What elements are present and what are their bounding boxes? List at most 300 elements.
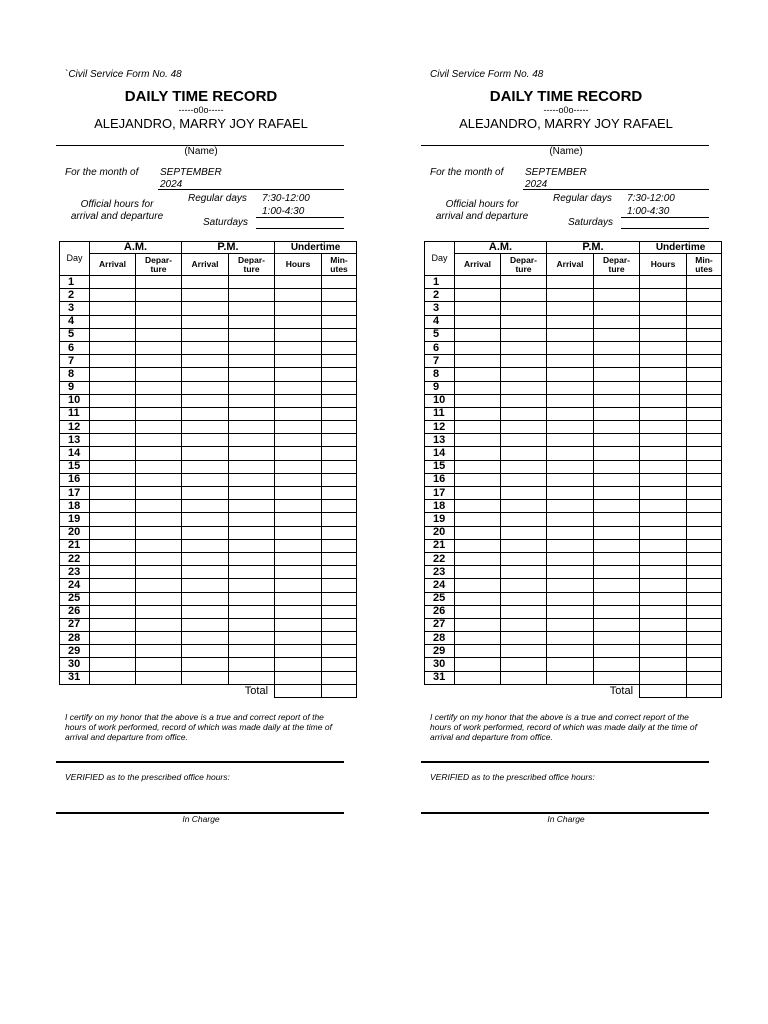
undertime-hours-cell[interactable] [275, 526, 322, 539]
am-arrival-cell[interactable] [455, 552, 501, 565]
pm-departure-cell[interactable] [594, 355, 640, 368]
am-departure-cell[interactable] [136, 394, 182, 407]
undertime-minutes-cell[interactable] [687, 381, 722, 394]
pm-departure-cell[interactable] [594, 539, 640, 552]
pm-departure-cell[interactable] [594, 579, 640, 592]
am-arrival-cell[interactable] [455, 487, 501, 500]
am-arrival-cell[interactable] [455, 618, 501, 631]
undertime-hours-cell[interactable] [640, 302, 687, 315]
pm-arrival-cell[interactable] [182, 407, 229, 420]
pm-departure-cell[interactable] [229, 407, 275, 420]
undertime-hours-cell[interactable] [640, 460, 687, 473]
am-arrival-cell[interactable] [455, 460, 501, 473]
undertime-hours-cell[interactable] [640, 394, 687, 407]
am-departure-cell[interactable] [136, 605, 182, 618]
undertime-minutes-cell[interactable] [687, 632, 722, 645]
pm-departure-cell[interactable] [594, 487, 640, 500]
am-departure-cell[interactable] [501, 341, 547, 354]
pm-arrival-cell[interactable] [182, 500, 229, 513]
undertime-hours-cell[interactable] [275, 355, 322, 368]
am-arrival-cell[interactable] [455, 632, 501, 645]
am-departure-cell[interactable] [136, 315, 182, 328]
pm-departure-cell[interactable] [229, 566, 275, 579]
undertime-minutes-cell[interactable] [687, 539, 722, 552]
am-departure-cell[interactable] [501, 368, 547, 381]
undertime-minutes-cell[interactable] [322, 592, 357, 605]
undertime-hours-cell[interactable] [640, 592, 687, 605]
pm-arrival-cell[interactable] [182, 487, 229, 500]
undertime-minutes-cell[interactable] [687, 500, 722, 513]
pm-departure-cell[interactable] [229, 460, 275, 473]
pm-departure-cell[interactable] [229, 328, 275, 341]
am-arrival-cell[interactable] [90, 566, 136, 579]
pm-departure-cell[interactable] [229, 645, 275, 658]
pm-departure-cell[interactable] [229, 618, 275, 631]
pm-departure-cell[interactable] [229, 500, 275, 513]
am-arrival-cell[interactable] [90, 341, 136, 354]
pm-arrival-cell[interactable] [182, 434, 229, 447]
am-arrival-cell[interactable] [90, 487, 136, 500]
undertime-minutes-cell[interactable] [687, 368, 722, 381]
pm-departure-cell[interactable] [229, 434, 275, 447]
undertime-minutes-cell[interactable] [687, 355, 722, 368]
undertime-minutes-cell[interactable] [687, 460, 722, 473]
undertime-hours-cell[interactable] [275, 368, 322, 381]
pm-departure-cell[interactable] [594, 328, 640, 341]
am-arrival-cell[interactable] [90, 407, 136, 420]
undertime-hours-cell[interactable] [640, 526, 687, 539]
pm-departure-cell[interactable] [594, 500, 640, 513]
am-departure-cell[interactable] [136, 355, 182, 368]
pm-departure-cell[interactable] [229, 658, 275, 671]
pm-departure-cell[interactable] [229, 539, 275, 552]
undertime-minutes-cell[interactable] [687, 434, 722, 447]
undertime-minutes-cell[interactable] [687, 605, 722, 618]
am-arrival-cell[interactable] [455, 302, 501, 315]
undertime-hours-cell[interactable] [275, 328, 322, 341]
am-arrival-cell[interactable] [455, 315, 501, 328]
undertime-hours-cell[interactable] [275, 289, 322, 302]
pm-arrival-cell[interactable] [547, 513, 594, 526]
pm-arrival-cell[interactable] [182, 368, 229, 381]
pm-arrival-cell[interactable] [182, 658, 229, 671]
am-departure-cell[interactable] [136, 460, 182, 473]
undertime-minutes-cell[interactable] [322, 289, 357, 302]
am-departure-cell[interactable] [136, 447, 182, 460]
am-arrival-cell[interactable] [455, 407, 501, 420]
am-arrival-cell[interactable] [455, 328, 501, 341]
undertime-hours-cell[interactable] [640, 355, 687, 368]
undertime-hours-cell[interactable] [640, 341, 687, 354]
am-departure-cell[interactable] [136, 552, 182, 565]
pm-arrival-cell[interactable] [182, 355, 229, 368]
pm-arrival-cell[interactable] [182, 421, 229, 434]
undertime-minutes-cell[interactable] [322, 328, 357, 341]
undertime-hours-cell[interactable] [275, 394, 322, 407]
pm-departure-cell[interactable] [594, 671, 640, 684]
undertime-minutes-cell[interactable] [687, 394, 722, 407]
undertime-hours-cell[interactable] [640, 539, 687, 552]
am-departure-cell[interactable] [501, 618, 547, 631]
undertime-hours-cell[interactable] [275, 302, 322, 315]
undertime-minutes-cell[interactable] [322, 434, 357, 447]
am-arrival-cell[interactable] [90, 526, 136, 539]
undertime-minutes-cell[interactable] [322, 658, 357, 671]
pm-arrival-cell[interactable] [182, 473, 229, 486]
pm-arrival-cell[interactable] [182, 460, 229, 473]
undertime-hours-cell[interactable] [640, 276, 687, 289]
pm-arrival-cell[interactable] [547, 605, 594, 618]
undertime-hours-cell[interactable] [275, 460, 322, 473]
am-arrival-cell[interactable] [90, 473, 136, 486]
pm-departure-cell[interactable] [229, 447, 275, 460]
pm-arrival-cell[interactable] [547, 632, 594, 645]
pm-arrival-cell[interactable] [182, 539, 229, 552]
pm-departure-cell[interactable] [229, 473, 275, 486]
undertime-minutes-cell[interactable] [322, 394, 357, 407]
am-arrival-cell[interactable] [455, 658, 501, 671]
undertime-minutes-cell[interactable] [687, 658, 722, 671]
pm-departure-cell[interactable] [594, 421, 640, 434]
pm-arrival-cell[interactable] [547, 473, 594, 486]
undertime-hours-cell[interactable] [640, 447, 687, 460]
pm-departure-cell[interactable] [594, 341, 640, 354]
pm-departure-cell[interactable] [594, 566, 640, 579]
undertime-hours-cell[interactable] [275, 566, 322, 579]
am-departure-cell[interactable] [136, 500, 182, 513]
am-departure-cell[interactable] [501, 421, 547, 434]
undertime-hours-cell[interactable] [640, 645, 687, 658]
am-arrival-cell[interactable] [90, 632, 136, 645]
undertime-minutes-cell[interactable] [687, 302, 722, 315]
pm-arrival-cell[interactable] [182, 276, 229, 289]
pm-arrival-cell[interactable] [547, 355, 594, 368]
pm-departure-cell[interactable] [229, 302, 275, 315]
pm-departure-cell[interactable] [594, 407, 640, 420]
am-arrival-cell[interactable] [90, 355, 136, 368]
am-arrival-cell[interactable] [90, 315, 136, 328]
am-departure-cell[interactable] [136, 328, 182, 341]
am-arrival-cell[interactable] [90, 618, 136, 631]
undertime-hours-cell[interactable] [275, 276, 322, 289]
undertime-minutes-cell[interactable] [322, 618, 357, 631]
undertime-minutes-cell[interactable] [322, 355, 357, 368]
undertime-minutes-cell[interactable] [322, 513, 357, 526]
pm-departure-cell[interactable] [594, 618, 640, 631]
undertime-minutes-cell[interactable] [687, 289, 722, 302]
undertime-minutes-cell[interactable] [687, 671, 722, 684]
am-arrival-cell[interactable] [90, 276, 136, 289]
am-departure-cell[interactable] [501, 658, 547, 671]
undertime-hours-cell[interactable] [640, 381, 687, 394]
am-departure-cell[interactable] [136, 579, 182, 592]
undertime-hours-cell[interactable] [275, 671, 322, 684]
pm-arrival-cell[interactable] [182, 513, 229, 526]
undertime-minutes-cell[interactable] [687, 579, 722, 592]
undertime-hours-cell[interactable] [275, 513, 322, 526]
undertime-hours-cell[interactable] [275, 579, 322, 592]
pm-arrival-cell[interactable] [182, 526, 229, 539]
am-departure-cell[interactable] [501, 394, 547, 407]
pm-departure-cell[interactable] [594, 526, 640, 539]
pm-arrival-cell[interactable] [547, 579, 594, 592]
pm-departure-cell[interactable] [594, 658, 640, 671]
am-arrival-cell[interactable] [455, 447, 501, 460]
pm-arrival-cell[interactable] [182, 381, 229, 394]
pm-arrival-cell[interactable] [547, 341, 594, 354]
am-departure-cell[interactable] [501, 579, 547, 592]
total-minutes-cell[interactable] [322, 684, 357, 697]
am-departure-cell[interactable] [136, 632, 182, 645]
am-departure-cell[interactable] [136, 302, 182, 315]
undertime-minutes-cell[interactable] [322, 632, 357, 645]
am-departure-cell[interactable] [136, 473, 182, 486]
undertime-hours-cell[interactable] [275, 552, 322, 565]
am-arrival-cell[interactable] [455, 513, 501, 526]
undertime-minutes-cell[interactable] [322, 276, 357, 289]
am-departure-cell[interactable] [501, 592, 547, 605]
am-arrival-cell[interactable] [455, 421, 501, 434]
am-arrival-cell[interactable] [90, 368, 136, 381]
total-minutes-cell[interactable] [687, 684, 722, 697]
am-departure-cell[interactable] [136, 658, 182, 671]
am-departure-cell[interactable] [136, 539, 182, 552]
am-departure-cell[interactable] [501, 487, 547, 500]
am-arrival-cell[interactable] [90, 394, 136, 407]
undertime-hours-cell[interactable] [275, 645, 322, 658]
pm-arrival-cell[interactable] [547, 645, 594, 658]
am-arrival-cell[interactable] [455, 566, 501, 579]
am-departure-cell[interactable] [501, 434, 547, 447]
am-arrival-cell[interactable] [90, 447, 136, 460]
total-hours-cell[interactable] [275, 684, 322, 697]
am-arrival-cell[interactable] [455, 473, 501, 486]
am-arrival-cell[interactable] [90, 302, 136, 315]
am-departure-cell[interactable] [136, 513, 182, 526]
am-arrival-cell[interactable] [455, 605, 501, 618]
pm-departure-cell[interactable] [594, 473, 640, 486]
pm-arrival-cell[interactable] [547, 671, 594, 684]
pm-arrival-cell[interactable] [182, 579, 229, 592]
pm-departure-cell[interactable] [594, 592, 640, 605]
am-departure-cell[interactable] [136, 289, 182, 302]
am-arrival-cell[interactable] [455, 526, 501, 539]
pm-arrival-cell[interactable] [182, 328, 229, 341]
undertime-hours-cell[interactable] [640, 407, 687, 420]
undertime-hours-cell[interactable] [640, 671, 687, 684]
pm-arrival-cell[interactable] [182, 566, 229, 579]
am-arrival-cell[interactable] [90, 605, 136, 618]
pm-arrival-cell[interactable] [547, 302, 594, 315]
am-departure-cell[interactable] [136, 341, 182, 354]
pm-arrival-cell[interactable] [182, 605, 229, 618]
am-arrival-cell[interactable] [90, 500, 136, 513]
am-departure-cell[interactable] [501, 460, 547, 473]
undertime-minutes-cell[interactable] [322, 473, 357, 486]
pm-departure-cell[interactable] [229, 513, 275, 526]
undertime-minutes-cell[interactable] [687, 421, 722, 434]
pm-arrival-cell[interactable] [547, 315, 594, 328]
undertime-hours-cell[interactable] [640, 658, 687, 671]
undertime-minutes-cell[interactable] [322, 341, 357, 354]
pm-departure-cell[interactable] [229, 526, 275, 539]
undertime-hours-cell[interactable] [275, 407, 322, 420]
undertime-hours-cell[interactable] [640, 579, 687, 592]
pm-arrival-cell[interactable] [547, 500, 594, 513]
undertime-minutes-cell[interactable] [322, 302, 357, 315]
pm-arrival-cell[interactable] [182, 447, 229, 460]
undertime-minutes-cell[interactable] [687, 487, 722, 500]
undertime-hours-cell[interactable] [275, 500, 322, 513]
am-arrival-cell[interactable] [90, 671, 136, 684]
am-arrival-cell[interactable] [455, 434, 501, 447]
am-arrival-cell[interactable] [455, 500, 501, 513]
pm-departure-cell[interactable] [229, 487, 275, 500]
undertime-minutes-cell[interactable] [322, 381, 357, 394]
pm-departure-cell[interactable] [229, 276, 275, 289]
am-arrival-cell[interactable] [90, 381, 136, 394]
undertime-hours-cell[interactable] [640, 473, 687, 486]
undertime-minutes-cell[interactable] [322, 460, 357, 473]
am-departure-cell[interactable] [501, 513, 547, 526]
undertime-minutes-cell[interactable] [322, 579, 357, 592]
am-departure-cell[interactable] [501, 605, 547, 618]
pm-departure-cell[interactable] [594, 434, 640, 447]
am-arrival-cell[interactable] [455, 539, 501, 552]
am-departure-cell[interactable] [136, 671, 182, 684]
undertime-hours-cell[interactable] [275, 315, 322, 328]
undertime-minutes-cell[interactable] [687, 328, 722, 341]
am-arrival-cell[interactable] [90, 552, 136, 565]
undertime-minutes-cell[interactable] [322, 526, 357, 539]
pm-departure-cell[interactable] [229, 355, 275, 368]
undertime-minutes-cell[interactable] [687, 526, 722, 539]
am-arrival-cell[interactable] [455, 579, 501, 592]
pm-arrival-cell[interactable] [547, 407, 594, 420]
undertime-hours-cell[interactable] [640, 421, 687, 434]
am-arrival-cell[interactable] [455, 289, 501, 302]
undertime-minutes-cell[interactable] [687, 513, 722, 526]
am-arrival-cell[interactable] [455, 671, 501, 684]
am-arrival-cell[interactable] [455, 592, 501, 605]
undertime-hours-cell[interactable] [640, 328, 687, 341]
undertime-minutes-cell[interactable] [322, 421, 357, 434]
undertime-minutes-cell[interactable] [687, 473, 722, 486]
undertime-minutes-cell[interactable] [687, 552, 722, 565]
undertime-minutes-cell[interactable] [322, 368, 357, 381]
undertime-minutes-cell[interactable] [322, 671, 357, 684]
am-arrival-cell[interactable] [90, 328, 136, 341]
pm-departure-cell[interactable] [594, 632, 640, 645]
undertime-hours-cell[interactable] [640, 434, 687, 447]
pm-arrival-cell[interactable] [182, 618, 229, 631]
am-departure-cell[interactable] [501, 671, 547, 684]
pm-departure-cell[interactable] [229, 289, 275, 302]
am-arrival-cell[interactable] [90, 645, 136, 658]
am-departure-cell[interactable] [501, 632, 547, 645]
pm-arrival-cell[interactable] [547, 421, 594, 434]
undertime-minutes-cell[interactable] [687, 566, 722, 579]
undertime-hours-cell[interactable] [275, 434, 322, 447]
pm-arrival-cell[interactable] [547, 592, 594, 605]
undertime-minutes-cell[interactable] [322, 315, 357, 328]
pm-arrival-cell[interactable] [182, 289, 229, 302]
am-arrival-cell[interactable] [90, 289, 136, 302]
undertime-hours-cell[interactable] [275, 487, 322, 500]
am-departure-cell[interactable] [501, 276, 547, 289]
pm-arrival-cell[interactable] [547, 434, 594, 447]
am-arrival-cell[interactable] [455, 341, 501, 354]
pm-arrival-cell[interactable] [182, 315, 229, 328]
pm-arrival-cell[interactable] [182, 341, 229, 354]
undertime-hours-cell[interactable] [275, 658, 322, 671]
undertime-minutes-cell[interactable] [322, 552, 357, 565]
am-departure-cell[interactable] [501, 500, 547, 513]
am-arrival-cell[interactable] [455, 645, 501, 658]
undertime-hours-cell[interactable] [640, 487, 687, 500]
pm-departure-cell[interactable] [229, 341, 275, 354]
am-arrival-cell[interactable] [455, 276, 501, 289]
pm-arrival-cell[interactable] [547, 368, 594, 381]
pm-arrival-cell[interactable] [547, 539, 594, 552]
am-departure-cell[interactable] [501, 289, 547, 302]
undertime-minutes-cell[interactable] [687, 315, 722, 328]
undertime-minutes-cell[interactable] [322, 645, 357, 658]
undertime-minutes-cell[interactable] [322, 539, 357, 552]
undertime-minutes-cell[interactable] [322, 500, 357, 513]
total-hours-cell[interactable] [640, 684, 687, 697]
am-departure-cell[interactable] [501, 302, 547, 315]
undertime-hours-cell[interactable] [640, 289, 687, 302]
undertime-hours-cell[interactable] [640, 513, 687, 526]
pm-departure-cell[interactable] [594, 460, 640, 473]
undertime-minutes-cell[interactable] [322, 407, 357, 420]
am-departure-cell[interactable] [136, 434, 182, 447]
am-departure-cell[interactable] [136, 407, 182, 420]
undertime-minutes-cell[interactable] [322, 566, 357, 579]
pm-departure-cell[interactable] [229, 579, 275, 592]
undertime-hours-cell[interactable] [275, 381, 322, 394]
undertime-minutes-cell[interactable] [687, 276, 722, 289]
am-departure-cell[interactable] [501, 355, 547, 368]
pm-departure-cell[interactable] [594, 645, 640, 658]
am-departure-cell[interactable] [136, 526, 182, 539]
pm-departure-cell[interactable] [229, 552, 275, 565]
undertime-minutes-cell[interactable] [687, 407, 722, 420]
am-departure-cell[interactable] [501, 645, 547, 658]
am-arrival-cell[interactable] [90, 539, 136, 552]
pm-arrival-cell[interactable] [182, 592, 229, 605]
pm-arrival-cell[interactable] [547, 566, 594, 579]
am-departure-cell[interactable] [136, 487, 182, 500]
undertime-hours-cell[interactable] [275, 539, 322, 552]
pm-arrival-cell[interactable] [547, 276, 594, 289]
am-departure-cell[interactable] [501, 473, 547, 486]
undertime-hours-cell[interactable] [640, 368, 687, 381]
undertime-hours-cell[interactable] [275, 605, 322, 618]
undertime-hours-cell[interactable] [275, 632, 322, 645]
undertime-hours-cell[interactable] [275, 421, 322, 434]
pm-arrival-cell[interactable] [547, 328, 594, 341]
am-departure-cell[interactable] [501, 539, 547, 552]
pm-arrival-cell[interactable] [547, 381, 594, 394]
am-arrival-cell[interactable] [90, 460, 136, 473]
undertime-hours-cell[interactable] [640, 632, 687, 645]
pm-departure-cell[interactable] [594, 394, 640, 407]
undertime-minutes-cell[interactable] [322, 605, 357, 618]
undertime-hours-cell[interactable] [275, 592, 322, 605]
undertime-minutes-cell[interactable] [322, 447, 357, 460]
